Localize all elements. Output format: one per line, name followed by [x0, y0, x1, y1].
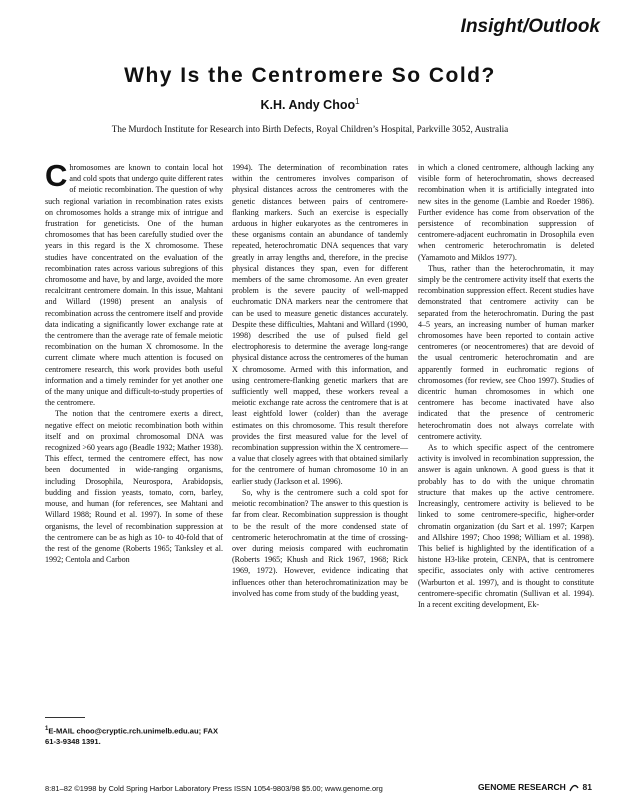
footnote-marker: 1: [45, 726, 49, 732]
column-2: [232, 162, 408, 599]
paragraph: As to which specific aspect of the centromere activity is involved in recombination suppression, the answer is again unknown. A good guess is that it probably has to do with the unique chromatin structure that makes up the active centromere. Increasingly, centromere activity is believed to be linked to some centromere-specific, higher-order chromatin organization (du Sart et al. 1997; Karpen and Allshire 1997; Choo 1998; William et al. 1998). This belief is highlighted by the identification of a histone H3-like protein, CENPA, that is centromere specific, associates only with active centromeres (Warburton et al. 1997), and is thought to constitute centromere-specific chromatin (Sullivan et al. 1994). In a recent exciting development, Ek-: [418, 443, 594, 609]
journal-name: GENOME RESEARCH: [477, 782, 566, 792]
paragraph: The notion that the centromere exerts a direct, negative effect on meiotic recombination both within itself and on proximal chromosomal DNA was recognized >60 years ago (Beadle 1932; Mather 1938). This effect, termed the centromere effect, has now been documented in wide-ranging organisms, including Drosophila, Neurospora, Arabidopsis, budding and fission yeasts, tomato, corn, barley, mouse, and human (for references, see Mahtani and Willard 1988; Round et al. 1997). In some of these organisms, the level of recombination suppression at the centromere can be as high as 10- to 40-fold that of the rest of the genome (Roberts 1965; Tanksley et al. 1992; Centola and Carbon: [45, 409, 223, 565]
drop-cap: C: [45, 158, 68, 193]
page-number: 81: [582, 782, 592, 792]
article-title: Why Is the Centromere So Cold?: [124, 64, 496, 87]
author-footnote-marker: 1: [355, 97, 360, 106]
author-name: K.H. Andy Choo: [260, 98, 356, 113]
paragraph: So, why is the centromere such a cold spot for meiotic recombination? The answer to this question is far from clear. Recombination suppression is thought to be the result of the more condensed state of centromeric heterochromatin at the time of crossing-over during meiosis compared with euchromatin (Roberts 1965; Khush and Rick 1967, 1968; Rick 1969, 1972). However, evidence indicating that influences other than heterochromatinization may be involved has come from study of the budding yeast,: [232, 487, 408, 598]
footnote-text: E-MAIL choo@cryptic.rch.unimelb.edu.au; FAX 61-3-9348 1391.: [45, 726, 219, 746]
journal-logo-icon: [569, 784, 579, 792]
affiliation: The Murdoch Institute for Research into Birth Defects, Royal Children’s Hospital, Parkville 3052, Australia: [111, 124, 509, 134]
paragraph: Thus, rather than the heterochromatin, it may simply be the centromere activity itself that exerts the recombination suppression effect. Recent studies have demonstrated that centromere activity can be separated from the heterochromatin. During the past 4–5 years, an increasing number of human marker chromosomes have been reported to contain active centromeres (or neocentromeres) that are devoid of the usual centromeric heterochromatin and are apparently formed in euchromatic regions of chromosomes (for review, see Choo 1997). Studies of dicentric human chromosomes in which one centromere has become inactivated have also indicated that the presence of centromeric heterochromatin does not always correlate with centromere activity.: [418, 263, 594, 441]
footnote: [45, 724, 223, 747]
footer-citation: 8:81–82 ©1998 by Cold Spring Harbor Laboratory Press ISSN 1054-9803/98 $5.00; www.genome.org: [45, 784, 383, 793]
column-3: [418, 162, 594, 610]
paragraph: 1994). The determination of recombination rates within the centromeres involves comparison of physical distances across the centromeres with the genetic distances between pairs of centromere-flanking markers. Such an exercise is especially arduous in higher eukaryotes as the centromeres in these organisms contain an abundance of tandemly repeated, heterochromatic DNA sequences that vary greatly in array lengths and, therefore, in the precise physical distances they span, even for different members of the same chromosome. An even greater problem is the severe paucity of well-mapped euchromatic DNA markers near the centromere that can be used to measure genetic distances accurately. Despite these difficulties, Mahtani and Willard (1990, 1998) described the use of pulsed field gel electrophoresis to determine the average long-range physical distance across the centromeres of the human X chromosome. Armed with this information, and using centromere-flanking genetic markers that are sufficiently well mapped, these workers reveal a meiotic exchange rate across the centromere that is at least eightfold lower (colder) than the average estimates on this chromosome. This result therefore provides the first measured value for the level of recombination suppression within the X centromere—a value that closely agrees with that obtained similarly for the centromere of human chromosome 10 in an earlier study (Jackson et al. 1996).: [232, 163, 408, 486]
footnote-rule: [45, 717, 85, 718]
author-line: [0, 97, 620, 112]
paragraph: [45, 158, 223, 408]
section-label: Insight/Outlook: [460, 16, 600, 37]
footer-journal: [478, 782, 592, 792]
paragraph: in which a cloned centromere, although lacking any visible form of heterochromatin, shows decreased recombination when it is artificially integrated into new sites in the genome (Lambie and Roeder 1986). Further evidence has come from observation of the persistence of recombination suppression of centromere-adjacent euchromatin in Drosophila even when centromeric heterochromatin is deleted (Yamamoto and Miklos 1977).: [418, 163, 594, 262]
paragraph-text: hromosomes are known to contain local hot and cold spots that undergo quite different rates of meiotic recombination. The question of why such regional variation in recombination rates exists on chromosomes holds a strange mix of intrigue and frustration for geneticists. One of the human chromosomes that has been carefully studied over the years in this regard is the X chromosome. These studies have concentrated on the evaluation of the recombination rates across various subregions of this chromosome and have, by and large, avoided the more recalcitrant centromere domain. In this issue, Mahtani and Willard (1998) present an analysis of recombination across the centromere itself and provide data indicating a significantly lower exchange rate at the centromere than the average rate of female meiotic recombination on the human X chromosome. In the current climate where much attention is focused on centromere research, this work provides both useful information and a timely reminder for yet another one of the many unique and difficult-to-study properties of the centromere.: [45, 163, 223, 408]
column-1: [45, 158, 223, 565]
